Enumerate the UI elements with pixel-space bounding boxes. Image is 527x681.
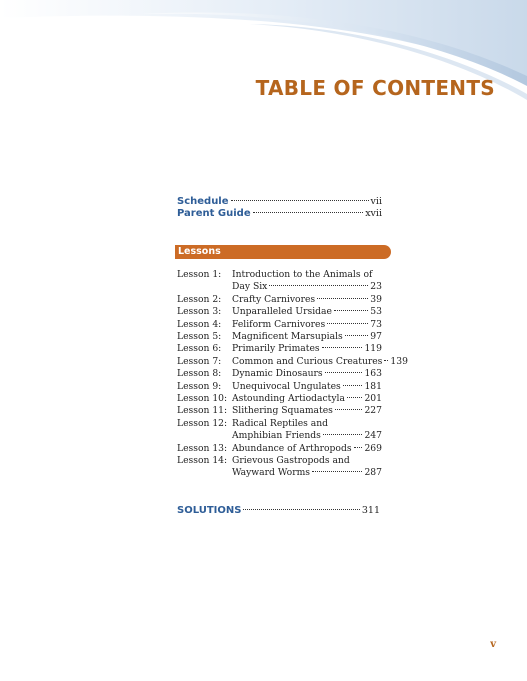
dot-leader — [323, 434, 363, 435]
lesson-title: Wayward Worms — [232, 467, 311, 479]
lesson-number: Lesson 2: — [177, 293, 222, 305]
lesson-page: 139 — [390, 355, 408, 367]
lesson-number: Lesson 7: — [177, 355, 222, 367]
lesson-page: 73 — [370, 318, 382, 330]
lesson-title: Dynamic Dinosaurs — [232, 368, 323, 380]
lesson-title: Astounding Artiodactyla — [232, 393, 345, 404]
lesson-page: 181 — [364, 380, 382, 392]
page-title: TABLE OF CONTENTS — [255, 76, 495, 100]
dot-leader — [347, 397, 363, 398]
lesson-number: Lesson 6: — [177, 343, 222, 355]
dot-leader — [343, 385, 363, 386]
lesson-page: 287 — [364, 467, 382, 479]
lesson-number: Lesson 14: — [177, 455, 228, 466]
lesson-entry[interactable] — [177, 319, 382, 331]
lesson-number: Lesson 12: — [177, 417, 228, 429]
lesson-title: Unequivocal Ungulates — [232, 380, 341, 392]
lesson-page: 163 — [364, 368, 382, 380]
toc-entry-label: Schedule — [177, 196, 229, 207]
lesson-page: 97 — [370, 331, 382, 342]
lesson-page: 53 — [370, 306, 382, 318]
lesson-entry[interactable] — [177, 306, 382, 318]
toc-entry-page: xvii — [365, 208, 382, 219]
lesson-entry[interactable] — [177, 331, 382, 343]
dot-leader — [325, 372, 363, 373]
lesson-page: 201 — [364, 393, 382, 404]
dot-leader — [354, 447, 363, 448]
lessons-section-heading: Lessons — [175, 245, 391, 259]
dot-leader — [253, 212, 364, 213]
lesson-number: Lesson 9: — [177, 380, 222, 392]
lesson-title: Amphibian Friends — [232, 430, 321, 442]
lesson-page: 247 — [364, 430, 382, 442]
toc-entry-label: SOLUTIONS — [177, 505, 242, 516]
dot-leader — [322, 347, 363, 348]
lesson-title: Unparalleled Ursidae — [232, 306, 332, 318]
lesson-title: Feliform Carnivores — [232, 318, 326, 330]
lesson-number: Lesson 5: — [177, 331, 222, 342]
lesson-entry[interactable] — [177, 343, 382, 355]
lesson-entry[interactable] — [177, 269, 382, 294]
lesson-number: Lesson 10: — [177, 393, 228, 404]
lesson-entry[interactable] — [177, 393, 382, 405]
dot-leader — [327, 323, 368, 324]
lesson-page: 23 — [370, 281, 382, 293]
lesson-number: Lesson 8: — [177, 368, 222, 380]
lesson-title: Primarily Primates — [232, 343, 320, 355]
lesson-title: Common and Curious Creatures — [232, 355, 383, 367]
lesson-title: Grievous Gastropods and — [232, 455, 350, 466]
lesson-title: Slithering Squamates — [232, 405, 333, 417]
lesson-page: 119 — [364, 343, 382, 355]
toc-entry-page: vii — [370, 196, 382, 207]
lesson-entry[interactable] — [177, 368, 382, 380]
lesson-entry[interactable] — [177, 418, 382, 443]
toc-entry-page: 311 — [361, 505, 380, 516]
lesson-page: 227 — [364, 405, 382, 417]
dot-leader — [243, 509, 359, 510]
lesson-title: Magnificent Marsupials — [232, 331, 343, 342]
lesson-page: 269 — [364, 442, 382, 454]
toc-entry-schedule[interactable] — [177, 196, 382, 207]
lesson-entry[interactable] — [177, 381, 382, 393]
lesson-title: Abundance of Arthropods — [232, 442, 352, 454]
toc-entry-label: Parent Guide — [177, 208, 251, 219]
toc-entry-parent-guide[interactable] — [177, 208, 382, 219]
dot-leader — [231, 200, 369, 201]
dot-leader — [317, 298, 368, 299]
dot-leader — [334, 310, 368, 311]
lesson-number: Lesson 13: — [177, 442, 228, 454]
header-swoosh-graphic — [0, 0, 527, 140]
lesson-entry[interactable] — [177, 294, 382, 306]
dot-leader — [335, 409, 363, 410]
lesson-entry[interactable] — [177, 355, 408, 368]
lesson-title: Day Six — [232, 281, 268, 293]
dot-leader — [269, 285, 368, 286]
lesson-title: Radical Reptiles and — [232, 417, 329, 429]
dot-leader — [345, 335, 369, 336]
lesson-number: Lesson 4: — [177, 318, 222, 330]
lesson-number: Lesson 3: — [177, 306, 222, 318]
page-number: v — [490, 639, 496, 650]
lesson-number: Lesson 11: — [177, 405, 228, 417]
lesson-entry[interactable] — [177, 443, 382, 455]
lesson-number: Lesson 1: — [177, 269, 222, 280]
lesson-entry[interactable] — [177, 455, 382, 480]
dot-leader — [312, 471, 362, 472]
toc-entry-solutions[interactable] — [177, 505, 380, 516]
lesson-title: Introduction to the Animals of — [232, 269, 373, 280]
lesson-title: Crafty Carnivores — [232, 293, 316, 305]
dot-leader — [384, 360, 388, 361]
lesson-page: 39 — [370, 293, 382, 305]
lesson-entry[interactable] — [177, 405, 382, 417]
